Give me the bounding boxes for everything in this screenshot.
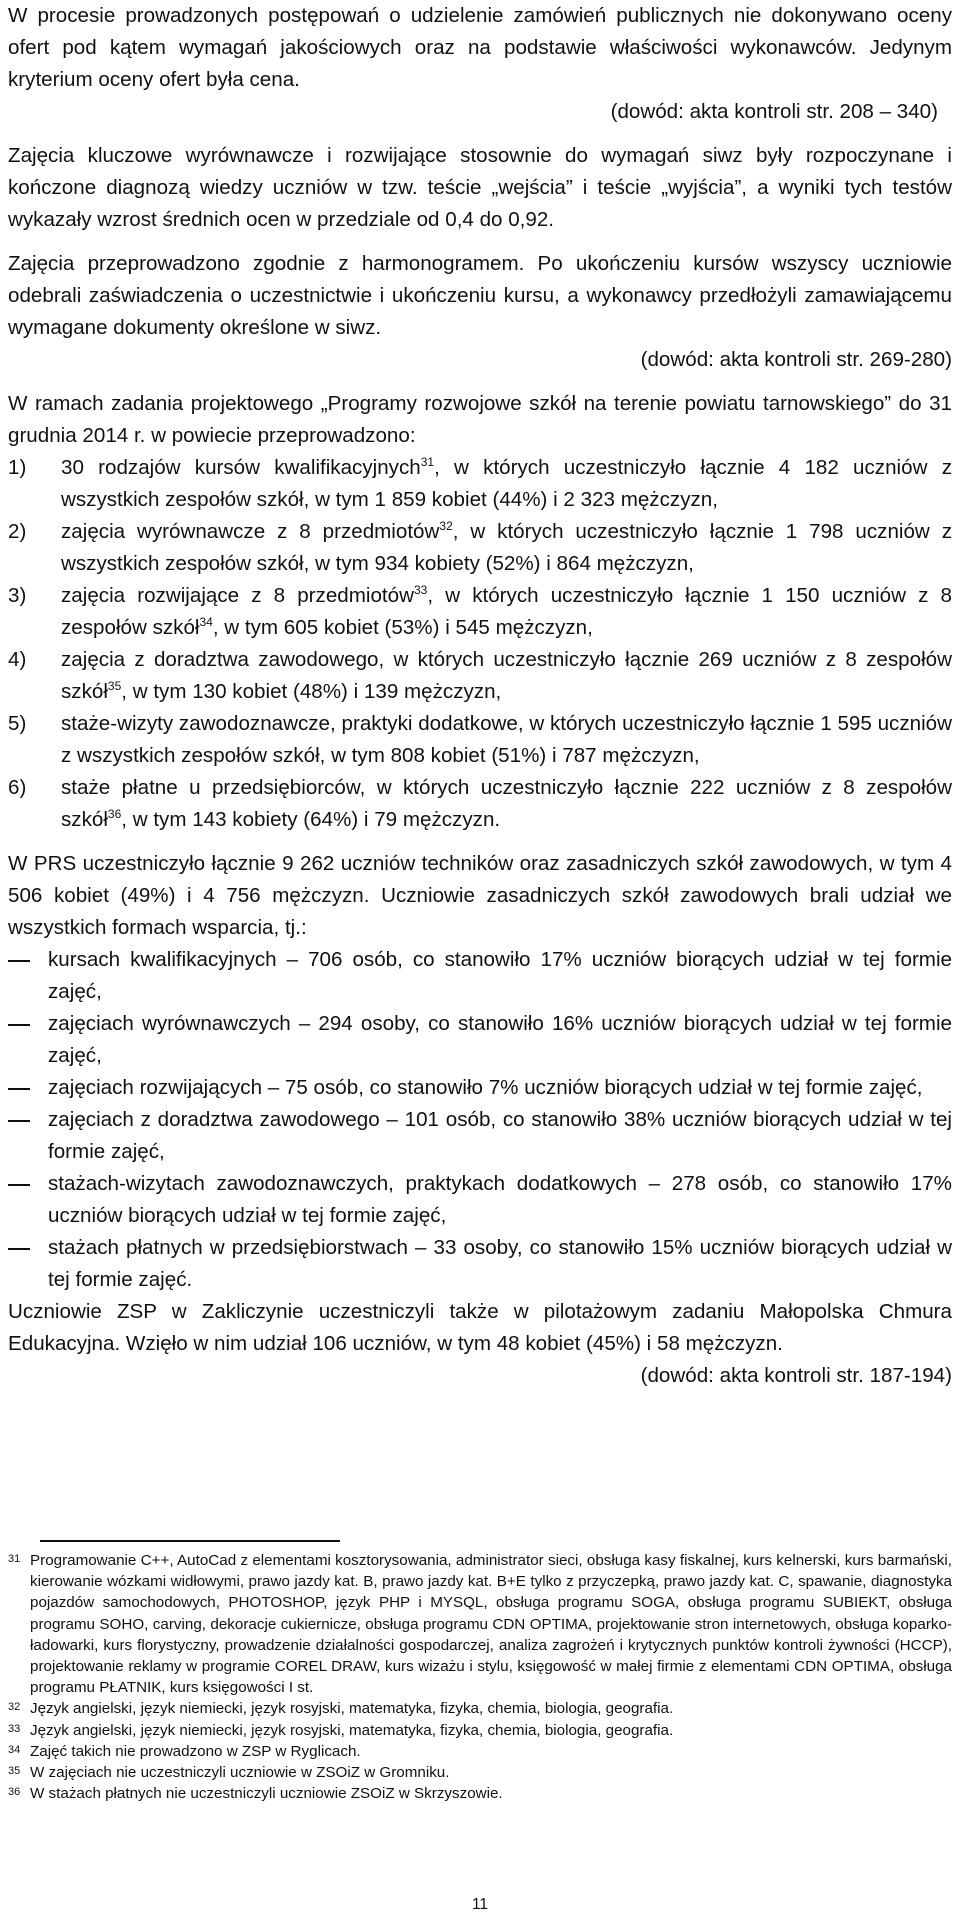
footnote-text: W zajęciach nie uczestniczyli uczniowie w ZSOiZ w Gromniku. <box>30 1764 450 1782</box>
list-marker: 6) <box>8 776 27 799</box>
footnote <box>8 1762 952 1783</box>
list-item: kursach kwalifikacyjnych – 706 osób, co stanowiło 17% uczniów biorących udział w tej formie zajęć, <box>8 944 952 1008</box>
list-marker: 4) <box>8 648 27 671</box>
footnote-number: 36 <box>8 1786 21 1799</box>
dash-bullet <box>8 1024 30 1026</box>
footnote-separator <box>40 1540 340 1542</box>
list-marker: 3) <box>8 584 27 607</box>
list-item: 1) 30 rodzajów kursów kwalifikacyjnych$^{31}$, w których uczestniczyło łącznie 4 182 uczniów z wszystkich zespołów szkół, w tym 1 859 kobiet (44%) i 2 323 mężczyzn, <box>8 452 952 516</box>
paragraph-procurement: W procesie prowadzonych postępowań o udzielenie zamówień publicznych nie dokonywano oceny ofert pod kątem wymagań jakościowych oraz na podstawie właściwości wykonawców. Jedynym kryterium oceny ofert była cena. <box>8 4 952 91</box>
paragraph-prs-summary: W PRS uczestniczyło łącznie 9 262 uczniów techników oraz zasadniczych szkół zawodowych, w tym 4 506 kobiet (49%) i 4 756 mężczyzn. Uczniowie zasadniczych szkół zawodowych brali udział we wszystkich formach wsparcia, tj.: <box>8 852 952 939</box>
evidence-reference: (dowód: akta kontroli str. 208 – 340) <box>610 100 938 123</box>
footnote-ref: 31 <box>420 455 435 470</box>
evidence-reference: (dowód: akta kontroli str. 187-194) <box>640 1364 952 1387</box>
footnote <box>8 1783 952 1804</box>
dash-bullet <box>8 1088 30 1090</box>
footnote <box>8 1741 952 1762</box>
page-number: 11 <box>471 1896 489 1913</box>
footnotes <box>8 1550 952 1804</box>
list-item: zajęciach wyrównawczych – 294 osoby, co stanowiło 16% uczniów biorących udział w tej formie zajęć, <box>8 1008 952 1072</box>
list-item: 3) zajęcia rozwijające z 8 przedmiotów$^{33}$, w których uczestniczyło łącznie 1 150 uczniów z 8 zespołów szkół$^{34}$, w tym 605 kobiet (53%) i 545 mężczyzn, <box>8 580 952 644</box>
list-item: 5) staże-wizyty zawodoznawcze, praktyki dodatkowe, w których uczestniczyło łącznie 1 595 uczniów z wszystkich zespołów szkół, w tym 808 kobiet (51%) i 787 mężczyzn, <box>8 708 952 772</box>
list-item: 2) zajęcia wyrównawcze z 8 przedmiotów$^{32}$, w których uczestniczyło łącznie 1 798 uczniów z wszystkich zespołów szkół, w tym 934 kobiety (52%) i 864 mężczyzn, <box>8 516 952 580</box>
footnote-ref: 35 <box>107 679 122 694</box>
footnote-ref: 33 <box>413 583 428 598</box>
paragraph-tests: Zajęcia kluczowe wyrównawcze i rozwijające stosownie do wymagań siwz były rozpoczynane i kończone diagnozą wiedzy uczniów w tzw. teście „wejścia” i teście „wyjścia”, a wyniki tych testów wykazały wzrost średnich ocen w przedziale od 0,4 do 0,92. <box>8 144 952 231</box>
footnote-ref: 36 <box>107 807 122 822</box>
dash-bullet <box>8 1248 30 1250</box>
activities-list <box>8 452 952 836</box>
list-item: zajęciach z doradztwa zawodowego – 101 osób, co stanowiło 38% uczniów biorących udział w tej formie zajęć, <box>8 1104 952 1168</box>
dash-bullet <box>8 1120 30 1122</box>
footnote-text: Zajęć takich nie prowadzono w ZSP w Ryglicach. <box>30 1742 361 1760</box>
list-marker: 5) <box>8 712 27 735</box>
list-marker: 2) <box>8 520 27 543</box>
footnote-ref: 34 <box>199 615 213 630</box>
footnote <box>8 1698 952 1719</box>
dash-bullet <box>8 1184 30 1186</box>
list-item: 4) zajęcia z doradztwa zawodowego, w których uczestniczyło łącznie 269 uczniów z 8 zespołów szkół$^{35}$, w tym 130 kobiet (48%) i 139 mężczyzn, <box>8 644 952 708</box>
list-item: 6) staże płatne u przedsiębiorców, w których uczestniczyło łącznie 222 uczniów z 8 zespołów szkół$^{36}$, w tym 143 kobiety (64%) i 79 mężczyzn. <box>8 772 952 836</box>
footnote-number: 32 <box>8 1701 21 1714</box>
support-forms-list <box>8 944 952 1296</box>
paragraph-project-task: W ramach zadania projektowego „Programy rozwojowe szkół na terenie powiatu tarnowskiego” do 31 grudnia 2014 r. w powiecie przeprowadzono: <box>8 392 952 447</box>
footnote-number: 35 <box>8 1765 21 1778</box>
footnote <box>8 1720 952 1741</box>
list-item: stażach płatnych w przedsiębiorstwach – 33 osoby, co stanowiło 15% uczniów biorących udział w tej formie zajęć. <box>8 1232 952 1296</box>
footnote-ref: 32 <box>439 519 453 534</box>
list-item: stażach-wizytach zawodoznawczych, praktykach dodatkowych – 278 osób, co stanowiło 17% uczniów biorących udział w tej formie zajęć, <box>8 1168 952 1232</box>
footnote-text: W stażach płatnych nie uczestniczyli uczniowie ZSOiZ w Skrzyszowie. <box>30 1785 503 1803</box>
footnote-text: Język angielski, język niemiecki, język rosyjski, matematyka, fizyka, chemia, biologia, geografia. <box>30 1700 674 1718</box>
footnote-number: 31 <box>8 1553 21 1565</box>
list-item: zajęciach rozwijających – 75 osób, co stanowiło 7% uczniów biorących udział w tej formie zajęć, <box>8 1072 952 1104</box>
list-marker: 1) <box>8 456 27 479</box>
footnote-text: Język angielski, język niemiecki, język rosyjski, matematyka, fizyka, chemia, biologia, geografia. <box>30 1721 674 1739</box>
evidence-reference: (dowód: akta kontroli str. 269-280) <box>640 348 952 371</box>
paragraph-cloud-education: Uczniowie ZSP w Zakliczynie uczestniczyli także w pilotażowym zadaniu Małopolska Chmura Edukacyjna. Wzięło w nim udział 106 uczniów, w tym 48 kobiet (45%) i 58 mężczyzn. <box>8 1300 952 1355</box>
footnote-text: Programowanie C++, AutoCad z elementami kosztorysowania, administrator sieci, obsługa kasy fiskalnej, kurs kelnerski, kurs barmański, kierowanie wózkami widłowymi, prawo jazdy kat. B, prawo jazdy kat. B+E tylko z przyczepką, prawo jazdy kat. C, spawanie, diagnostyka pojazdów samochodowych, PHOTOSHOP, język PHP i MYSQL, obsługa programu SOGA, obsługa programu SUBIEKT, obsługa programu SOHO, carving, dekoracje cukiernicze, obsługa programu CDN OPTIMA, projektowanie stron internetowych, obsługa koparko-ładowarki, kurs florystyczny, prowadzenie działalności gospodarczej, analiza zagrożeń i krytycznych punktów kontroli żywności (HCCP), projektowanie reklamy w programie COREL DRAW, kurs wizażu i stylu, księgowość w małej firmie z elementami CDN OPTIMA, obsługa programu PŁATNIK, kurs księgowości I st. <box>30 1552 952 1697</box>
dash-bullet <box>8 960 30 962</box>
paragraph-schedule: Zajęcia przeprowadzono zgodnie z harmonogramem. Po ukończeniu kursów wszyscy uczniowie odebrali zaświadczenia o uczestnictwie i ukończeniu kursu, a wykonawcy przedłożyli zamawiającemu wymagane dokumenty określone w siwz. <box>8 252 952 339</box>
footnote-number: 34 <box>8 1743 21 1756</box>
footnote-number: 33 <box>8 1722 21 1735</box>
main-text <box>8 0 952 1392</box>
footnote <box>8 1550 952 1698</box>
